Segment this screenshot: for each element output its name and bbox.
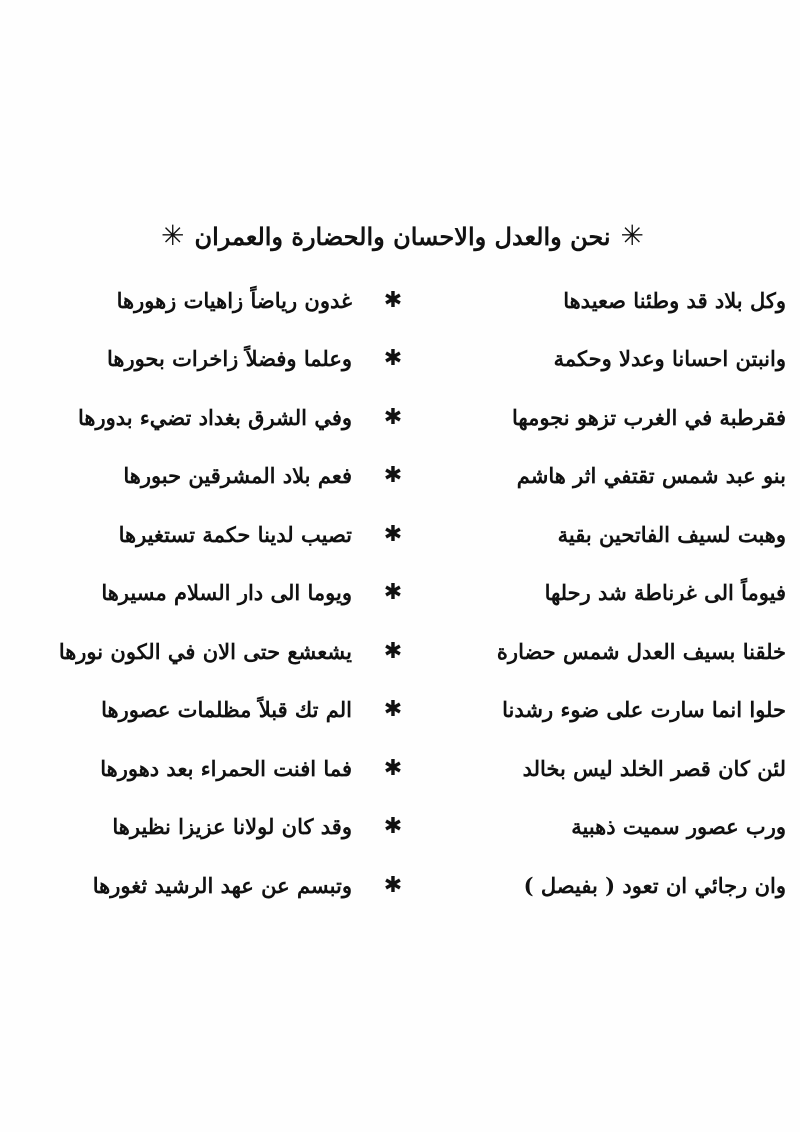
verse-second-half: يشعشع حتى الان في الكون نورها [58,638,352,664]
verse-second-half: الم تك قبلاً مظلمات عصورها [101,697,352,722]
verse-second-half: وعلما وفضلاً زاخرات بحورها [106,346,352,371]
verse-first-half: خلقنا بسيف العدل شمس حضارة [496,638,786,664]
asterisk-separator-icon: ✱ [383,287,403,313]
verse-first-half: وكل بلاد قد وطئنا صعيدها [563,287,786,313]
poem-title-row [130,208,675,264]
verse-line [0,565,800,624]
asterisk-separator-icon: ✱ [383,346,403,371]
verse-line [0,448,800,507]
verse-line [0,331,800,390]
verse-first-half: حلوا انما سارت على ضوء رشدنا [502,697,786,722]
asterisk-separator-icon: ✱ [383,463,403,488]
verse-second-half: غدون رياضاً زاهيات زهورها [116,287,352,313]
verse-line [0,857,800,916]
asterisk-separator-icon: ✱ [383,814,403,839]
verse-line [0,272,800,331]
verse-first-half: فقرطبة في الغرب تزهو نجومها [512,404,786,430]
asterisk-separator-icon: ✱ [383,872,403,898]
verse-line [0,389,800,448]
verse-first-half: وان رجائي ان تعود ( بفيصل ) [523,872,786,898]
star-ornament-icon: ✳ [160,219,185,252]
star-ornament-icon: ✳ [620,219,645,252]
verse-second-half: ويوما الى دار السلام مسيرها [101,580,352,605]
verse-first-half: فيوماً الى غرناطة شد رحلها [544,580,786,605]
poem-title: نحن والعدل والاحسان والحضارة والعمران [194,221,611,251]
verse-first-half: بنو عبد شمس تقتفي اثر هاشم [516,463,786,488]
verse-line [0,623,800,682]
asterisk-separator-icon: ✱ [383,638,403,664]
verse-first-half: وانبتن احسانا وعدلا وحكمة [553,346,786,371]
verse-second-half: فما افنت الحمراء بعد دهورها [100,755,352,781]
verse-line [0,740,800,799]
asterisk-separator-icon: ✱ [383,755,403,781]
verse-line [0,682,800,741]
verse-second-half: وقد كان لولانا عزيزا نظيرها [112,814,352,839]
verse-first-half: لئن كان قصر الخلد ليس بخالد [522,755,786,781]
asterisk-separator-icon: ✱ [383,580,403,605]
verse-second-half: تصيب لدينا حكمة تستغيرها [118,521,352,547]
asterisk-separator-icon: ✱ [383,697,403,722]
verse-second-half: وفي الشرق بغداد تضيء بدورها [77,404,352,430]
asterisk-separator-icon: ✱ [383,521,403,547]
verse-line [0,799,800,858]
verse-line [0,506,800,565]
asterisk-separator-icon: ✱ [383,404,403,430]
verse-first-half: ورب عصور سميت ذهبية [571,814,786,839]
verse-first-half: وهبت لسيف الفاتحين بقية [557,521,786,547]
poem-verses [0,272,800,916]
verse-second-half: فعم بلاد المشرقين حبورها [123,463,352,488]
verse-second-half: وتبسم عن عهد الرشيد ثغورها [92,872,352,898]
